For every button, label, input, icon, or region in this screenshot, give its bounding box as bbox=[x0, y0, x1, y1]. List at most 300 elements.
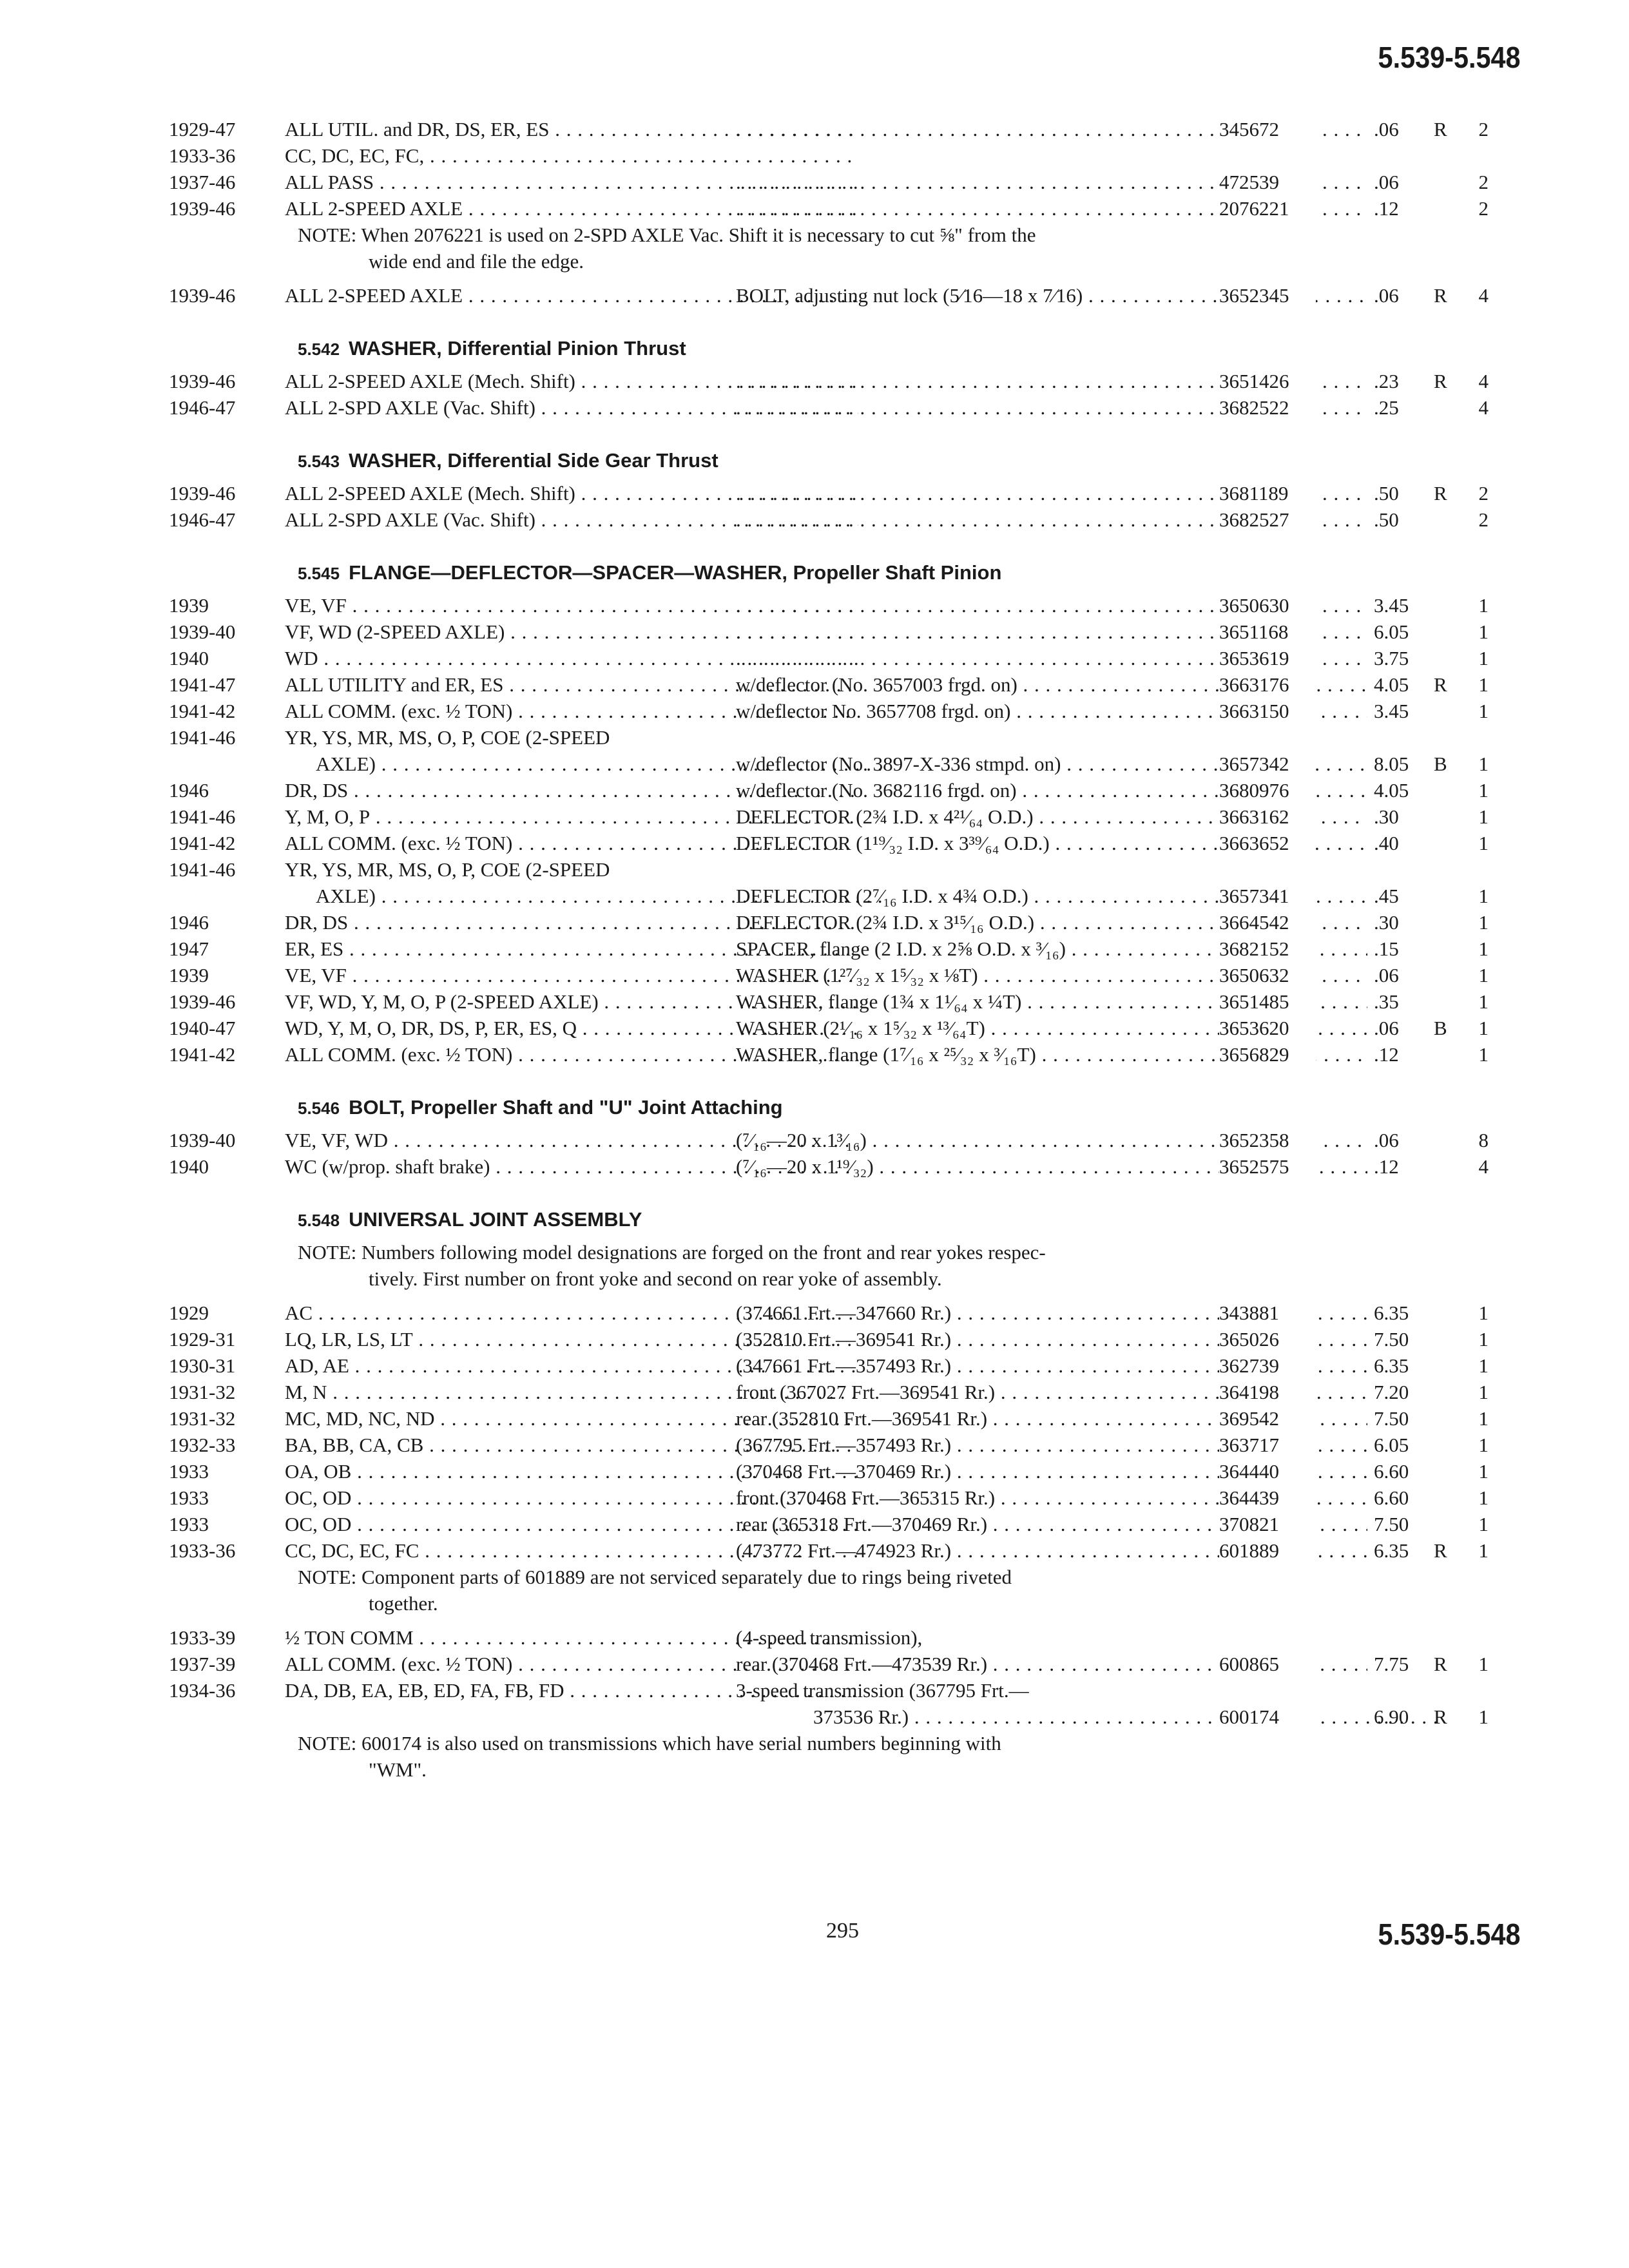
list-price: 6.60 bbox=[1374, 1486, 1409, 1509]
quantity: 1 bbox=[1478, 1513, 1489, 1535]
part-number: 3664542 bbox=[1219, 909, 1316, 936]
parts-row bbox=[169, 1537, 1489, 1564]
price-flag: R bbox=[1434, 1539, 1447, 1562]
model-designation: AD, AE . . . bbox=[285, 1352, 858, 1379]
parts-row bbox=[169, 1127, 1489, 1153]
list-price: .15 bbox=[1374, 937, 1399, 960]
quantity: 1 bbox=[1478, 1407, 1489, 1430]
model-designation: AXLE) . . . bbox=[316, 751, 889, 777]
list-price: 7.20 bbox=[1374, 1381, 1409, 1403]
part-number: 364440 bbox=[1219, 1458, 1316, 1485]
model-year: 1939 bbox=[169, 594, 209, 617]
model-designation: WC (w/prop. shaft brake) . . . bbox=[285, 1153, 858, 1180]
note-line: tively. First number on front yoke and second on rear yoke of assembly. bbox=[369, 1267, 942, 1290]
model-designation: CC, DC, EC, FC . . . bbox=[285, 1537, 858, 1564]
quantity: 1 bbox=[1478, 700, 1489, 722]
parts-row bbox=[169, 1041, 1489, 1068]
part-description: 373536 Rr.) . . . bbox=[813, 1704, 1445, 1730]
model-designation: ALL 2-SPEED AXLE . . . bbox=[285, 195, 858, 222]
quantity: 1 bbox=[1478, 1653, 1489, 1675]
list-price: .50 bbox=[1374, 482, 1399, 505]
parts-row bbox=[169, 803, 1489, 830]
list-price: 4.05 bbox=[1374, 779, 1409, 802]
model-year: 1941-46 bbox=[169, 858, 236, 881]
model-designation: BA, BB, CA, CB . . . bbox=[285, 1432, 858, 1458]
list-price: .23 bbox=[1374, 370, 1399, 392]
note-line: "WM". bbox=[369, 1758, 427, 1781]
quantity: 1 bbox=[1478, 832, 1489, 854]
part-number: 369542 bbox=[1219, 1405, 1316, 1432]
list-price: 6.05 bbox=[1374, 620, 1409, 643]
model-year: 1940 bbox=[169, 1155, 209, 1178]
parts-row bbox=[169, 116, 1489, 142]
list-price: .30 bbox=[1374, 911, 1399, 934]
quantity: 1 bbox=[1478, 1381, 1489, 1403]
list-price: 6.60 bbox=[1374, 1460, 1409, 1483]
model-year: 1946-47 bbox=[169, 396, 236, 419]
part-number: 343881 bbox=[1219, 1300, 1316, 1326]
quantity: 8 bbox=[1478, 1129, 1489, 1151]
list-price: 6.05 bbox=[1374, 1434, 1409, 1456]
model-year: 1941-42 bbox=[169, 832, 236, 854]
model-designation: OC, OD . . . bbox=[285, 1485, 858, 1511]
model-designation: VF, WD, Y, M, O, P (2-SPEED AXLE) . . . bbox=[285, 988, 858, 1015]
list-price: 8.05 bbox=[1374, 753, 1409, 775]
model-year: 1939-46 bbox=[169, 482, 236, 505]
page-range-footer: 5.539-5.548 bbox=[1378, 1917, 1521, 1951]
quantity: 1 bbox=[1478, 1017, 1489, 1039]
model-year: 1930-31 bbox=[169, 1354, 236, 1377]
model-year: 1933-36 bbox=[169, 144, 236, 167]
section-title: FLANGE—DEFLECTOR—SPACER—WASHER, Propeller Shaft Pinion bbox=[349, 561, 1002, 584]
quantity: 1 bbox=[1478, 1539, 1489, 1562]
page-number: 295 bbox=[826, 1919, 859, 1943]
model-year: 1940 bbox=[169, 647, 209, 669]
part-description: (374661 Frt.—347660 Rr.) . . . bbox=[736, 1300, 1367, 1326]
part-description: SPACER, flange (2 I.D. x 2⅝ O.D. x ³⁄₁₆) . . . bbox=[736, 936, 1367, 962]
parts-row bbox=[169, 1015, 1489, 1041]
part-description: (4-speed transmission), bbox=[736, 1626, 923, 1649]
quantity: 1 bbox=[1478, 937, 1489, 960]
model-year: 1941-42 bbox=[169, 700, 236, 722]
part-number: 3651485 bbox=[1219, 988, 1316, 1015]
model-designation: VE, VF, WD . . . bbox=[285, 1127, 858, 1153]
part-description: (352810 Frt.—369541 Rr.) . . . bbox=[736, 1326, 1367, 1352]
model-designation: ALL UTILITY and ER, ES . . . bbox=[285, 671, 858, 698]
parts-row bbox=[169, 1352, 1489, 1379]
parts-row bbox=[169, 368, 1489, 394]
section-heading bbox=[169, 547, 1483, 592]
part-description: (⁷⁄₁₆—20 x 1³⁄₁₆) . . . bbox=[736, 1127, 1367, 1153]
model-year: 1929-31 bbox=[169, 1328, 236, 1350]
model-year: 1933 bbox=[169, 1513, 209, 1535]
model-year: 1933-39 bbox=[169, 1626, 236, 1649]
section-number: 5.543 bbox=[298, 452, 340, 471]
parts-row bbox=[169, 1704, 1489, 1730]
quantity: 1 bbox=[1478, 1434, 1489, 1456]
part-number: 3663162 bbox=[1219, 803, 1316, 830]
list-price: .06 bbox=[1374, 1017, 1399, 1039]
parts-row bbox=[169, 506, 1489, 533]
part-description: WASHER (1²⁷⁄₃₂ x 1⁵⁄₃₂ x ⅛T) . . . bbox=[736, 962, 1367, 988]
part-number: 3663176 bbox=[1219, 671, 1316, 698]
quantity: 4 bbox=[1478, 1155, 1489, 1178]
part-description: DEFLECTOR (2¾ I.D. x 4²¹⁄₆₄ O.D.) . . . bbox=[736, 803, 1367, 830]
quantity: 1 bbox=[1478, 1354, 1489, 1377]
section-heading bbox=[169, 1082, 1483, 1127]
list-price: .12 bbox=[1374, 1155, 1399, 1178]
quantity: 1 bbox=[1478, 753, 1489, 775]
list-price: .50 bbox=[1374, 508, 1399, 531]
model-designation: ALL 2-SPEED AXLE (Mech. Shift) . . . bbox=[285, 368, 858, 394]
list-price: .06 bbox=[1374, 964, 1399, 986]
model-year: 1941-42 bbox=[169, 1043, 236, 1066]
model-year: 1937-39 bbox=[169, 1653, 236, 1675]
section-title: WASHER, Differential Side Gear Thrust bbox=[349, 449, 718, 472]
part-description: w/deflector (No. 3897-X-336 stmpd. on) . . . bbox=[736, 751, 1367, 777]
section-heading bbox=[169, 435, 1483, 480]
part-number: 3650632 bbox=[1219, 962, 1316, 988]
part-number: 600174 bbox=[1219, 1704, 1316, 1730]
model-year: 1932-33 bbox=[169, 1434, 236, 1456]
model-year: 1946 bbox=[169, 911, 209, 934]
model-year: 1929-47 bbox=[169, 118, 236, 140]
note bbox=[169, 222, 1354, 274]
list-price: 7.75 bbox=[1374, 1653, 1409, 1675]
parts-row bbox=[169, 1326, 1489, 1352]
quantity: 1 bbox=[1478, 1328, 1489, 1350]
model-designation: ALL PASS . . . bbox=[285, 169, 858, 195]
model-year: 1934-36 bbox=[169, 1679, 236, 1702]
model-year: 1939-46 bbox=[169, 370, 236, 392]
model-year: 1929 bbox=[169, 1302, 209, 1324]
parts-row bbox=[169, 394, 1489, 421]
model-designation: ALL COMM. (exc. ½ TON) . . . bbox=[285, 1041, 858, 1068]
model-designation: MC, MD, NC, ND . . . bbox=[285, 1405, 858, 1432]
quantity: 2 bbox=[1478, 197, 1489, 220]
part-number: 364198 bbox=[1219, 1379, 1316, 1405]
model-designation: WD, Y, M, O, DR, DS, P, ER, ES, Q . . . bbox=[285, 1015, 858, 1041]
list-price: 7.50 bbox=[1374, 1513, 1409, 1535]
model-year: 1939-40 bbox=[169, 1129, 236, 1151]
list-price: 6.35 bbox=[1374, 1539, 1409, 1562]
part-number: 3663652 bbox=[1219, 830, 1316, 856]
price-flag: R bbox=[1434, 1706, 1447, 1728]
model-designation: LQ, LR, LS, LT . . . bbox=[285, 1326, 858, 1352]
price-flag: R bbox=[1434, 482, 1447, 505]
price-flag: R bbox=[1434, 370, 1447, 392]
model-designation: OA, OB . . . bbox=[285, 1458, 858, 1485]
part-number: 363717 bbox=[1219, 1432, 1316, 1458]
model-year: 1941-46 bbox=[169, 805, 236, 828]
part-description: (347661 Frt.—357493 Rr.) . . . bbox=[736, 1352, 1367, 1379]
parts-row bbox=[169, 592, 1489, 619]
part-description: BOLT, adjusting nut lock (5⁄16—18 x 7⁄16) . . . bbox=[736, 282, 1367, 309]
list-price: 3.75 bbox=[1374, 647, 1409, 669]
model-year: 1939-46 bbox=[169, 197, 236, 220]
list-price: 3.45 bbox=[1374, 594, 1409, 617]
model-year: 1946-47 bbox=[169, 508, 236, 531]
model-designation: AXLE) . . . bbox=[316, 883, 889, 909]
part-description: DEFLECTOR (2¾ I.D. x 3¹⁵⁄₁₆ O.D.) . . . bbox=[736, 909, 1367, 936]
model-year: 1941-47 bbox=[169, 673, 236, 696]
price-flag: R bbox=[1434, 1653, 1447, 1675]
price-flag: B bbox=[1434, 753, 1447, 775]
model-year: 1939-46 bbox=[169, 990, 236, 1013]
list-price: 6.90 bbox=[1374, 1706, 1409, 1728]
model-designation: ½ TON COMM . . . bbox=[285, 1624, 858, 1651]
parts-row bbox=[169, 1485, 1489, 1511]
parts-row bbox=[169, 169, 1489, 195]
list-price: .06 bbox=[1374, 171, 1399, 193]
model-designation: DR, DS . . . bbox=[285, 777, 858, 803]
model-designation: Y, M, O, P . . . bbox=[285, 803, 858, 830]
parts-row bbox=[169, 988, 1489, 1015]
model-year: 1939-46 bbox=[169, 284, 236, 307]
part-description: 3-speed transmission (367795 Frt.— bbox=[736, 1679, 1029, 1702]
quantity: 1 bbox=[1478, 1486, 1489, 1509]
section-title: UNIVERSAL JOINT ASSEMBLY bbox=[349, 1208, 642, 1231]
parts-row bbox=[169, 142, 1483, 169]
list-price: .12 bbox=[1374, 197, 1399, 220]
model-designation: AC . . . bbox=[285, 1300, 858, 1326]
list-price: 6.35 bbox=[1374, 1354, 1409, 1377]
part-description: WASHER, flange (1⁷⁄₁₆ x ²⁵⁄₃₂ x ³⁄₁₆T) . . . bbox=[736, 1041, 1367, 1068]
list-price: .06 bbox=[1374, 284, 1399, 307]
model-year: 1937-46 bbox=[169, 171, 236, 193]
quantity: 1 bbox=[1478, 964, 1489, 986]
model-designation: VF, WD (2-SPEED AXLE) . . . bbox=[285, 619, 858, 645]
price-flag: B bbox=[1434, 1017, 1447, 1039]
parts-row bbox=[169, 282, 1489, 309]
part-number: 3652575 bbox=[1219, 1153, 1316, 1180]
section-title: BOLT, Propeller Shaft and "U" Joint Attaching bbox=[349, 1096, 783, 1119]
parts-row bbox=[169, 1511, 1489, 1537]
model-year: 1947 bbox=[169, 937, 209, 960]
model-designation: OC, OD . . . bbox=[285, 1511, 858, 1537]
quantity: 1 bbox=[1478, 779, 1489, 802]
part-number: 3682152 bbox=[1219, 936, 1316, 962]
model-year: 1939-40 bbox=[169, 620, 236, 643]
parts-row bbox=[169, 480, 1489, 506]
list-price: 3.45 bbox=[1374, 700, 1409, 722]
model-year: 1939 bbox=[169, 964, 209, 986]
quantity: 2 bbox=[1478, 508, 1489, 531]
part-description: (367795 Frt.—357493 Rr.) . . . bbox=[736, 1432, 1367, 1458]
part-description: (473772 Frt.—474923 Rr.) . . . bbox=[736, 1537, 1367, 1564]
parts-row bbox=[169, 830, 1489, 856]
parts-row bbox=[169, 1624, 1483, 1651]
model-year: 1933 bbox=[169, 1460, 209, 1483]
note-line: NOTE: Numbers following model designations are forged on the front and rear yokes respec- bbox=[298, 1241, 1046, 1264]
list-price: .45 bbox=[1374, 885, 1399, 907]
quantity: 4 bbox=[1478, 284, 1489, 307]
parts-row bbox=[169, 856, 1483, 883]
list-price: .40 bbox=[1374, 832, 1399, 854]
list-price: .35 bbox=[1374, 990, 1399, 1013]
quantity: 1 bbox=[1478, 805, 1489, 828]
note-line: wide end and file the edge. bbox=[369, 250, 584, 273]
quantity: 1 bbox=[1478, 647, 1489, 669]
part-description: rear (352810 Frt.—369541 Rr.) . . . bbox=[736, 1405, 1367, 1432]
quantity: 4 bbox=[1478, 396, 1489, 419]
parts-row bbox=[169, 619, 1489, 645]
price-flag: R bbox=[1434, 673, 1447, 696]
model-designation: DA, DB, EA, EB, ED, FA, FB, FD . . . bbox=[285, 1677, 858, 1704]
part-number: 3682527 bbox=[1219, 506, 1316, 533]
part-number: 345672 bbox=[1219, 116, 1316, 142]
section-number: 5.548 bbox=[298, 1211, 340, 1230]
part-description: rear (370468 Frt.—473539 Rr.) . . . bbox=[736, 1651, 1367, 1677]
page-range-header: 5.539-5.548 bbox=[1378, 41, 1521, 74]
part-description: WASHER, flange (1¾ x 1¹⁄₆₄ x ¼T) . . . bbox=[736, 988, 1367, 1015]
model-year: 1940-47 bbox=[169, 1017, 236, 1039]
quantity: 1 bbox=[1478, 620, 1489, 643]
model-designation: ALL UTIL. and DR, DS, ER, ES . . . bbox=[285, 116, 858, 142]
parts-row bbox=[169, 751, 1489, 777]
quantity: 1 bbox=[1478, 594, 1489, 617]
part-description: (⁷⁄₁₆—20 x 1¹⁹⁄₃₂) . . . bbox=[736, 1153, 1367, 1180]
part-description: w/deflector (No. 3657003 frgd. on) . . . bbox=[736, 671, 1367, 698]
parts-row bbox=[169, 777, 1489, 803]
part-description: (370468 Frt.—370469 Rr.) . . . bbox=[736, 1458, 1367, 1485]
list-price: .25 bbox=[1374, 396, 1399, 419]
part-number: 362739 bbox=[1219, 1352, 1316, 1379]
parts-row bbox=[169, 645, 1489, 671]
model-year: 1933 bbox=[169, 1486, 209, 1509]
part-description: front (370468 Frt.—365315 Rr.) . . . bbox=[736, 1485, 1367, 1511]
part-number: 2076221 bbox=[1219, 195, 1316, 222]
quantity: 1 bbox=[1478, 885, 1489, 907]
part-description: w/deflector No. 3657708 frgd. on) . . . bbox=[736, 698, 1367, 724]
parts-row bbox=[169, 1677, 1483, 1704]
section-number: 5.542 bbox=[298, 340, 340, 359]
part-number: 3650630 bbox=[1219, 592, 1316, 619]
part-description: DEFLECTOR (2⁷⁄₁₆ I.D. x 4¾ O.D.) . . . bbox=[736, 883, 1367, 909]
list-price: 4.05 bbox=[1374, 673, 1409, 696]
price-flag: R bbox=[1434, 118, 1447, 140]
model-designation: CC, DC, EC, FC, . . . bbox=[285, 142, 858, 169]
part-number: 3680976 bbox=[1219, 777, 1316, 803]
list-price: .06 bbox=[1374, 1129, 1399, 1151]
parts-row bbox=[169, 1405, 1489, 1432]
part-description: front (367027 Frt.—369541 Rr.) . . . bbox=[736, 1379, 1367, 1405]
part-number: 3681189 bbox=[1219, 480, 1316, 506]
part-number: 3651426 bbox=[1219, 368, 1316, 394]
model-designation: VE, VF . . . bbox=[285, 592, 858, 619]
part-description: WASHER (2¹⁄₁₆ x 1⁵⁄₃₂ x ¹³⁄₆₄T) . . . bbox=[736, 1015, 1367, 1041]
parts-row bbox=[169, 195, 1489, 222]
part-description: rear (365318 Frt.—370469 Rr.) . . . bbox=[736, 1511, 1367, 1537]
list-price: 7.50 bbox=[1374, 1407, 1409, 1430]
part-number: 365026 bbox=[1219, 1326, 1316, 1352]
note-line: NOTE: Component parts of 601889 are not serviced separately due to rings being riveted bbox=[298, 1566, 1012, 1588]
parts-row bbox=[169, 883, 1489, 909]
part-number: 601889 bbox=[1219, 1537, 1316, 1564]
section-heading bbox=[169, 323, 1483, 368]
part-description: w/deflector (No. 3682116 frgd. on) . . . bbox=[736, 777, 1367, 803]
list-price: 6.35 bbox=[1374, 1302, 1409, 1324]
parts-row bbox=[169, 1458, 1489, 1485]
part-description: DEFLECTOR (1¹⁹⁄₃₂ I.D. x 3³⁹⁄₆₄ O.D.) . . . bbox=[736, 830, 1367, 856]
note bbox=[169, 1239, 1354, 1292]
part-number: 364439 bbox=[1219, 1485, 1316, 1511]
part-number: 472539 bbox=[1219, 169, 1316, 195]
quantity: 1 bbox=[1478, 1460, 1489, 1483]
part-number: 600865 bbox=[1219, 1651, 1316, 1677]
section-number: 5.545 bbox=[298, 564, 340, 583]
parts-row bbox=[169, 962, 1489, 988]
quantity: 1 bbox=[1478, 1302, 1489, 1324]
model-designation: VE, VF . . . bbox=[285, 962, 858, 988]
part-number: 3682522 bbox=[1219, 394, 1316, 421]
model-designation: M, N . . . bbox=[285, 1379, 858, 1405]
quantity: 2 bbox=[1478, 171, 1489, 193]
list-price: .30 bbox=[1374, 805, 1399, 828]
part-number: 370821 bbox=[1219, 1511, 1316, 1537]
quantity: 1 bbox=[1478, 911, 1489, 934]
list-price: .06 bbox=[1374, 118, 1399, 140]
parts-row bbox=[169, 1300, 1489, 1326]
list-price: .12 bbox=[1374, 1043, 1399, 1066]
part-number: 3656829 bbox=[1219, 1041, 1316, 1068]
model-year: 1941-46 bbox=[169, 726, 236, 749]
quantity: 2 bbox=[1478, 482, 1489, 505]
model-designation: WD . . . bbox=[285, 645, 858, 671]
model-designation: ALL 2-SPEED AXLE . . . bbox=[285, 282, 858, 309]
model-designation: ALL COMM. (exc. ½ TON) . . . bbox=[285, 1651, 858, 1677]
model-designation: DR, DS . . . bbox=[285, 909, 858, 936]
parts-row bbox=[169, 698, 1489, 724]
note-line: NOTE: When 2076221 is used on 2-SPD AXLE Vac. Shift it is necessary to cut ⅝" from the bbox=[298, 224, 1036, 246]
model-designation: YR, YS, MR, MS, O, P, COE (2-SPEED bbox=[285, 726, 610, 749]
part-number: 3651168 bbox=[1219, 619, 1316, 645]
parts-row bbox=[169, 936, 1489, 962]
model-year: 1931-32 bbox=[169, 1407, 236, 1430]
note bbox=[169, 1564, 1354, 1617]
parts-row bbox=[169, 1153, 1489, 1180]
part-number: 3657342 bbox=[1219, 751, 1316, 777]
quantity: 1 bbox=[1478, 1706, 1489, 1728]
model-designation: ALL 2-SPEED AXLE (Mech. Shift) . . . bbox=[285, 480, 858, 506]
parts-row bbox=[169, 1651, 1489, 1677]
quantity: 4 bbox=[1478, 370, 1489, 392]
price-flag: R bbox=[1434, 284, 1447, 307]
part-number: 3652345 bbox=[1219, 282, 1316, 309]
model-designation: YR, YS, MR, MS, O, P, COE (2-SPEED bbox=[285, 858, 610, 881]
parts-row bbox=[169, 1379, 1489, 1405]
parts-list bbox=[169, 116, 1489, 1783]
part-number: 3653620 bbox=[1219, 1015, 1316, 1041]
parts-row bbox=[169, 671, 1489, 698]
model-year: 1933-36 bbox=[169, 1539, 236, 1562]
section-heading bbox=[169, 1194, 1483, 1239]
quantity: 1 bbox=[1478, 1043, 1489, 1066]
part-number: 3663150 bbox=[1219, 698, 1316, 724]
model-designation: ER, ES . . . bbox=[285, 936, 858, 962]
note bbox=[169, 1730, 1354, 1783]
note-line: together. bbox=[369, 1592, 438, 1615]
list-price: 7.50 bbox=[1374, 1328, 1409, 1350]
model-year: 1946 bbox=[169, 779, 209, 802]
part-number: 3652358 bbox=[1219, 1127, 1316, 1153]
model-designation: ALL COMM. (exc. ½ TON) . . . bbox=[285, 830, 858, 856]
note-line: NOTE: 600174 is also used on transmissions which have serial numbers beginning with bbox=[298, 1732, 1001, 1754]
part-number: 3657341 bbox=[1219, 883, 1316, 909]
quantity: 1 bbox=[1478, 990, 1489, 1013]
model-year: 1931-32 bbox=[169, 1381, 236, 1403]
parts-row bbox=[169, 909, 1489, 936]
